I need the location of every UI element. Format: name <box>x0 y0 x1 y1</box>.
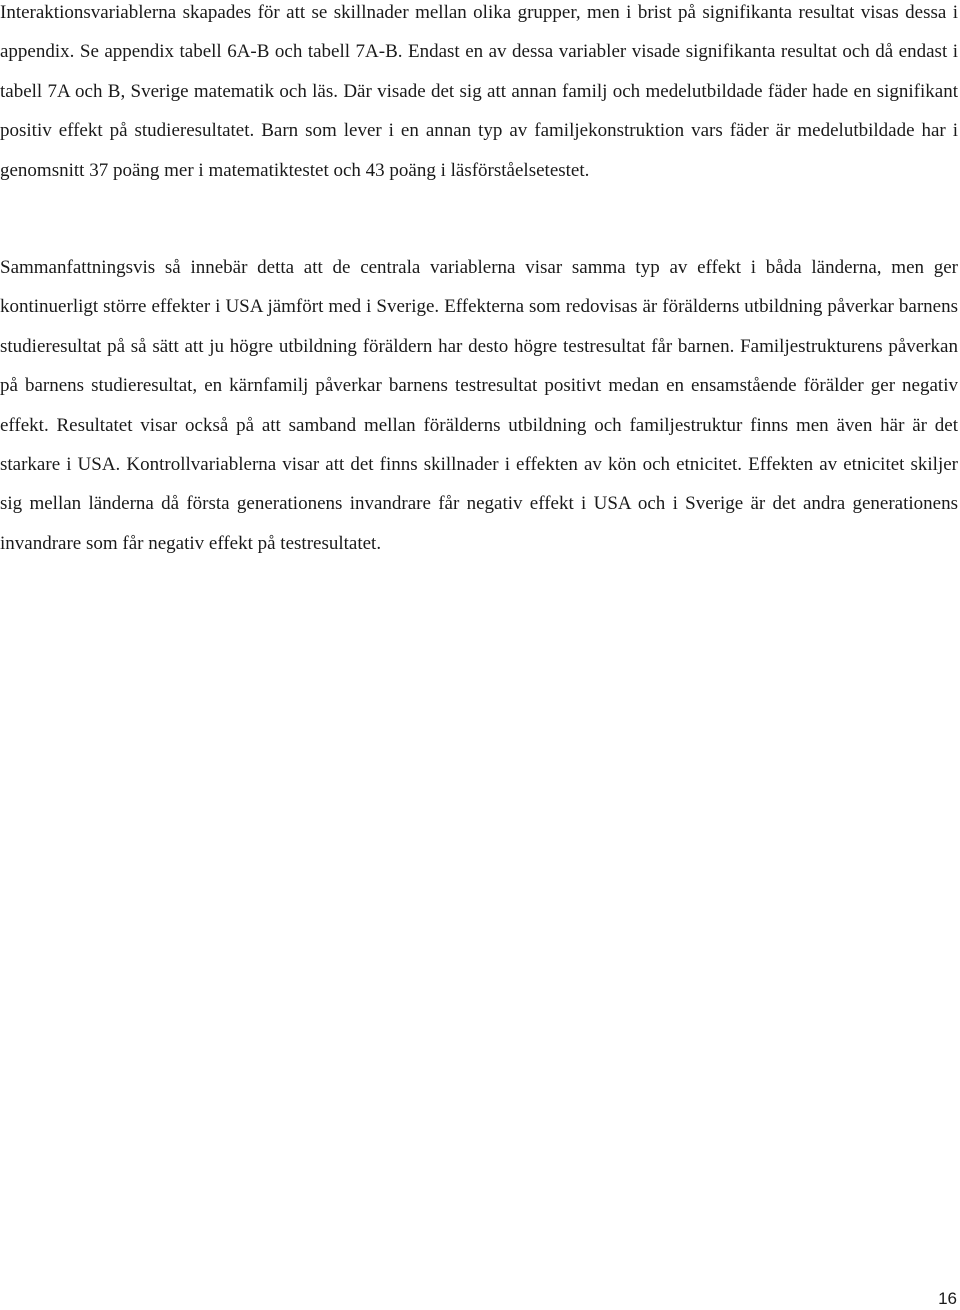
page-number: 16 <box>938 1289 957 1308</box>
paragraph-summary: Sammanfattningsvis så innebär detta att de centrala variablerna visar samma typ av effekt i båda länderna, men ger kontinuerligt större effekter i USA jämfört med i Sverige. Effekterna som redovisas är förälderns utbildning påverkar barnens studieresultat på så sätt att ju högre utbildning föräldern har desto högre testresultat får barnen. Familjestrukturens påverkan på barnens studieresultat, en kärnfamilj påverkar barnens testresultat positivt medan en ensamstående förälder ger negativ effekt. Resultatet visar också på att samband mellan förälderns utbildning och familjestruktur finns men även här är det starkare i USA. Kontrollvariablerna visar att det finns skillnader i effekten av kön och etnicitet. Effekten av etnicitet skiljer sig mellan länderna då första generationens invandrare får negativ effekt i USA och i Sverige är det andra generationens invandrare som får negativ effekt på testresultatet. <box>0 257 958 554</box>
paragraph-interaction-variables: Interaktionsvariablerna skapades för att se skillnader mellan olika grupper, men i brist på signifikanta resultat visas dessa i appendix. Se appendix tabell 6A-B och tabell 7A-B. Endast en av dessa variabler visade signifikanta resultat och då endast i tabell 7A och B, Sverige matematik och läs. Där visade det sig att annan familj och medelutbildade fäder hade en signifikant positiv effekt på studieresultatet. Barn som lever i en annan typ av familjekonstruktion vars fäder är medelutbildade har i genomsnitt 37 poäng mer i matematiktestet och 43 poäng i läsförståelsetestet. <box>0 2 958 181</box>
